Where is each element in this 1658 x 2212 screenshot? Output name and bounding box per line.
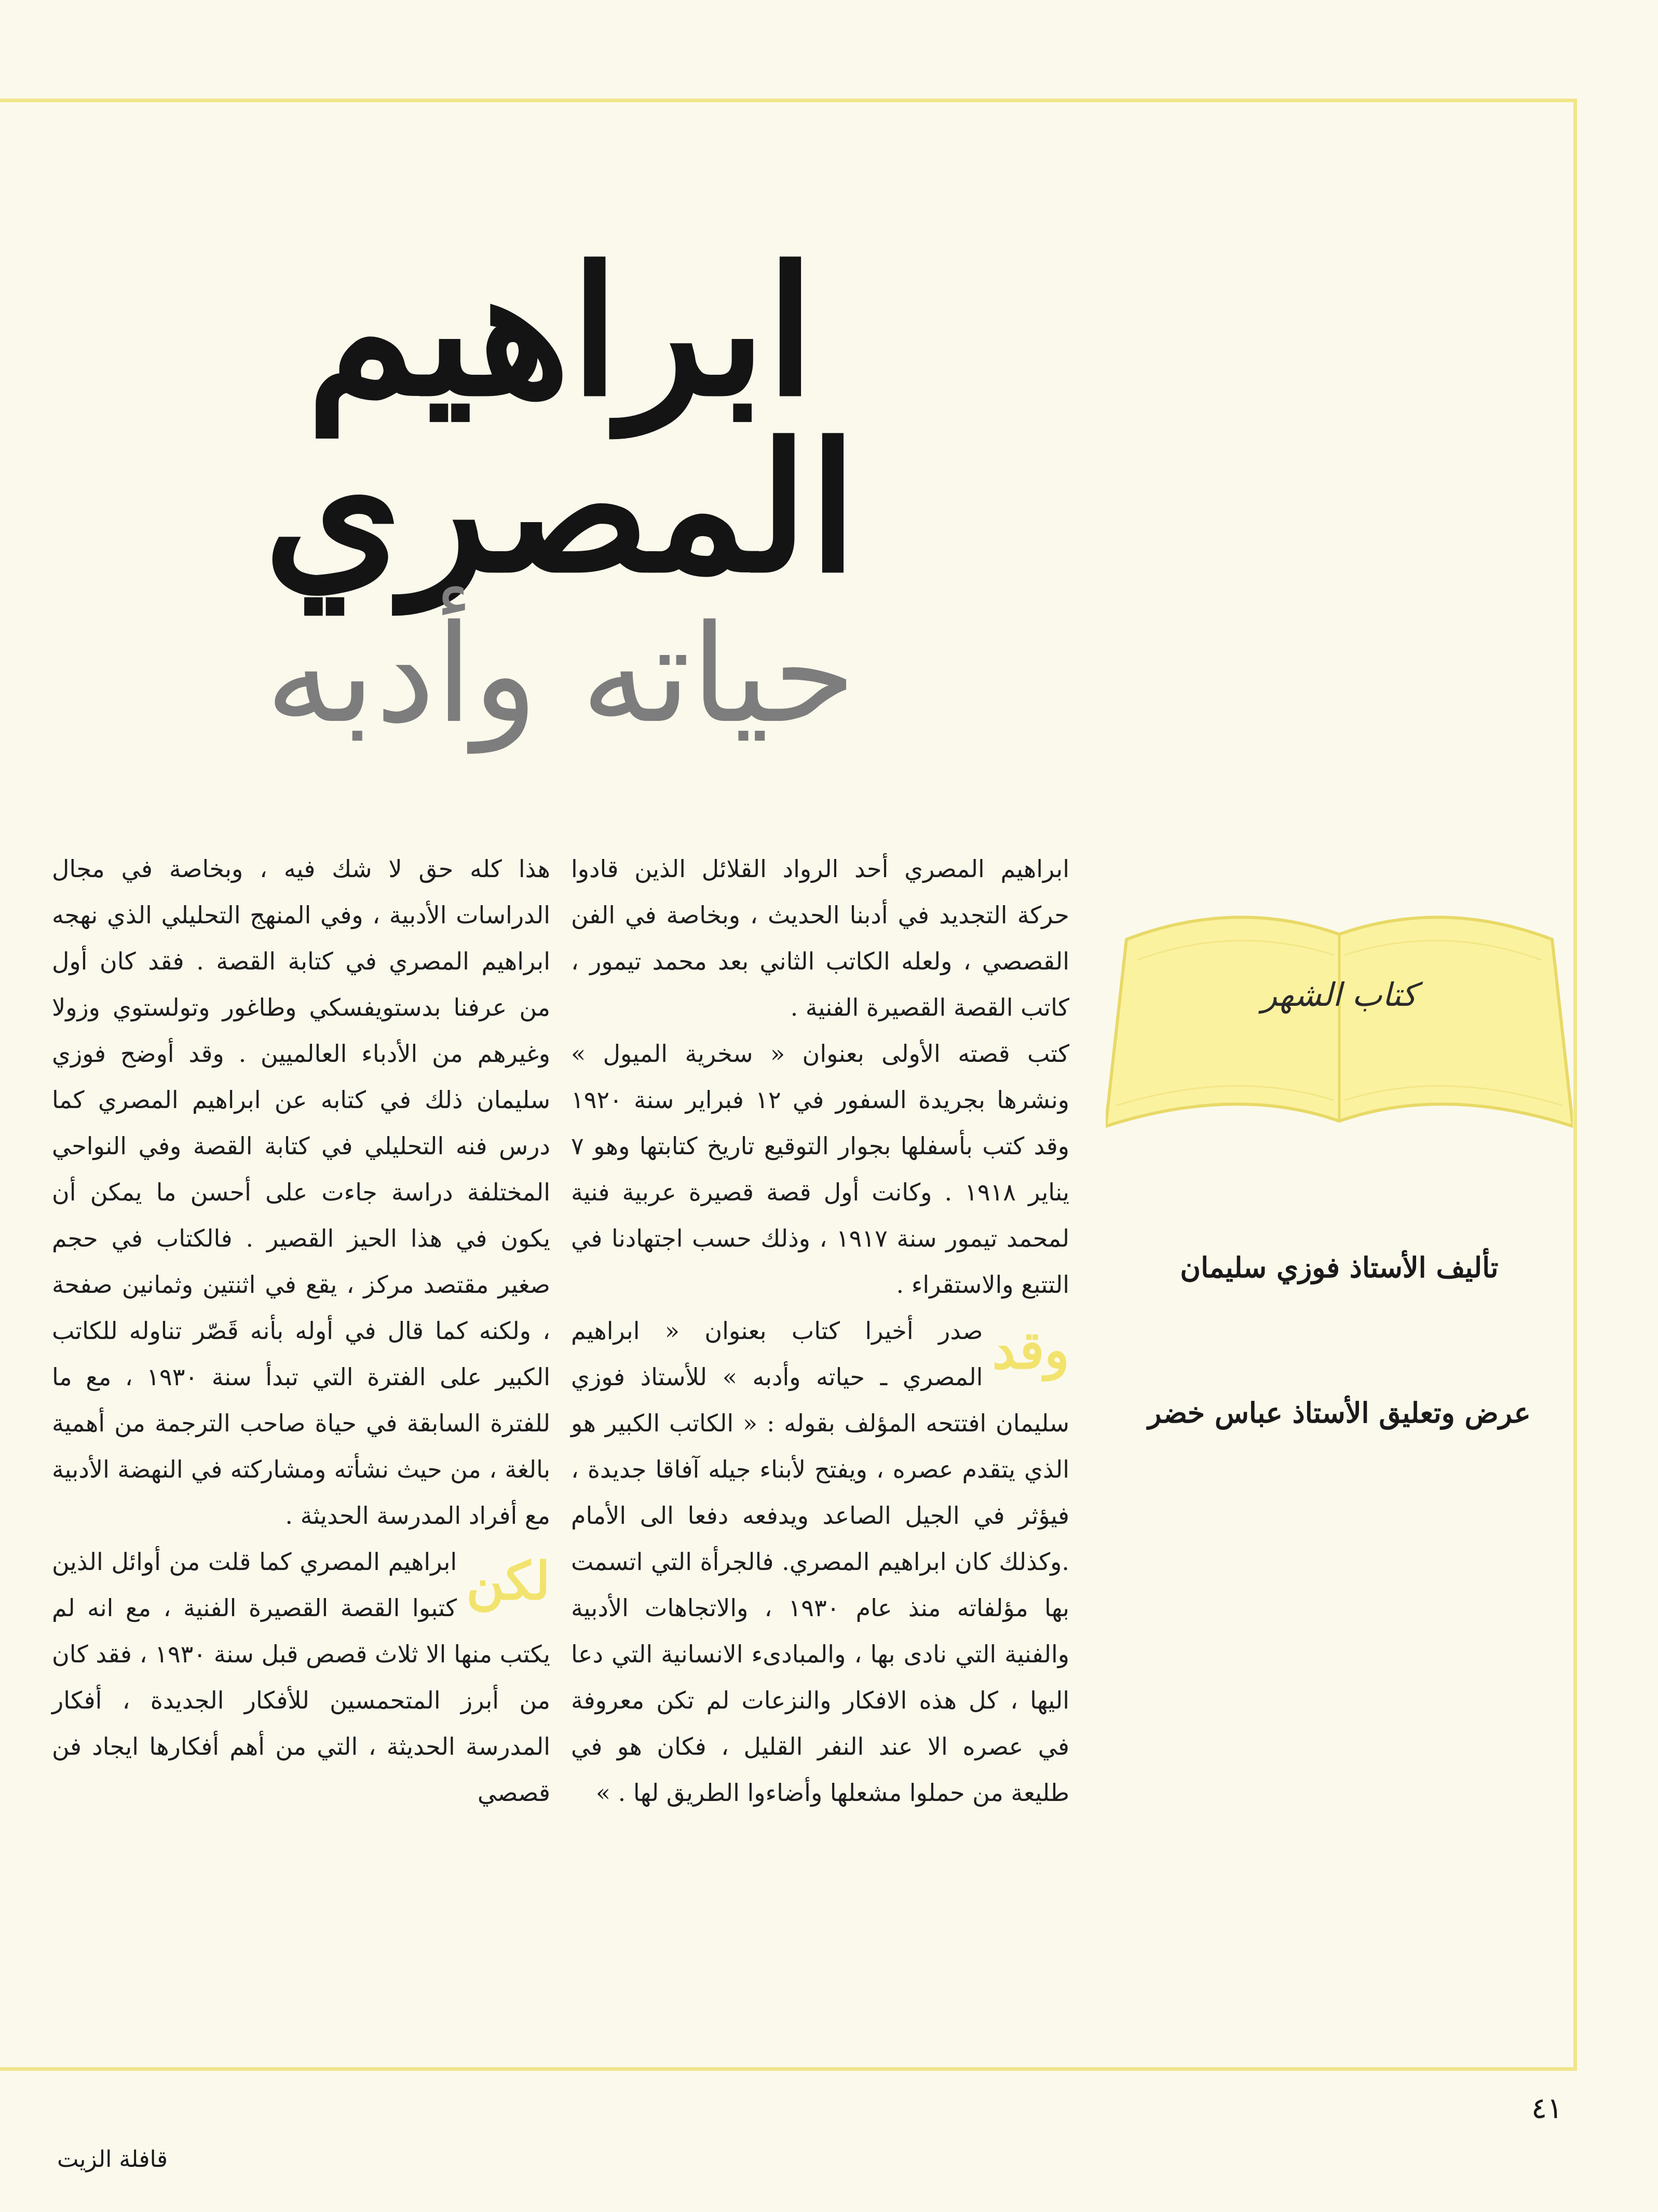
paragraph: كتب قصته الأولى بعنوان « سخرية الميول » ونشرها بجريدة السفور في ١٢ فبراير سنة ١٩٢٠ وقد كتب بأسفلها بجوار التوقيع تاريخ كتابتها وهو ٧ يناير ١٩١٨ . وكانت أول قصة قصيرة عربية فنية لمحمد تيمور سنة ١٩١٧ ، وذلك حسب اجتهادنا في التتبع والاستقراء . — [571, 1040, 1070, 1299]
magazine-name: قافلة الزيت — [57, 2146, 168, 2173]
byline-reviewer: عرض وتعليق الأستاذ عباس خضر — [1148, 1396, 1531, 1429]
page-number: ٤١ — [1531, 2092, 1563, 2125]
paragraph — [52, 1539, 550, 1816]
paragraph-text: صدر أخيرا كتاب بعنوان « ابراهيم المصري ـ حياته وأدبه » للأستاذ فوزي سليمان افتتحه المؤلف بقوله : « الكاتب الكبير هو الذي يتقدم عصره ، ويفتح لأبناء جيله آفاقا جديدة ، فيؤثر في الجيل الصاعد ويدفعه دفعا الى الأمام .وكذلك كان ابراهيم المصري. فالجرأة التي اتسمت بها مؤلفاته منذ عام ١٩٣٠ ، والاتجاهات الأدبية والفنية التي نادى بها ، والمبادىء الانسانية التي دعا اليها ، كل هذه الافكار والنزعات لم تكن معروفة في عصره الا عند النفر القليل ، فكان هو في طليعة من حملوا مشعلها وأضاءوا الطريق لها . » — [571, 1317, 1069, 1807]
article-title: ابراهيم المصري — [264, 228, 858, 612]
paragraph: ابراهيم المصري أحد الرواد القلائل الذين قادوا حركة التجديد في أدبنا الحديث ، وبخاصة في الفن القصصي ، ولعله الكاتب الثاني بعد محمد تيمور ، كاتب القصة القصيرة الفنية . — [571, 855, 1069, 1021]
decorative-initial-word: لكن — [466, 1550, 550, 1612]
paragraph: هذا كله حق لا شك فيه ، وبخاصة في مجال الدراسات الأدبية ، وفي المنهج التحليلي الذي نهجه ابراهيم المصري في كتابة القصة . فقد كان أول من عرفنا بدستويفسكي وطاغور وتولستوي وزولا وغيرهم من الأدباء العالميين . وقد أوضح فوزي سليمان ذلك في كتابه عن ابراهيم المصري كما درس فنه التحليلي في كتابة القصة وفي النواحي المختلفة دراسة جاءت على أحسن ما يمكن أن يكون في هذا الحيز القصير . فالكتاب في حجم صغير مقتصد مركز ، يقع في اثنتين وثمانين صفحة ، ولكنه كما قال في أوله بأنه قَصّر تناوله للكاتب الكبير على الفترة التي تبدأ سنة ١٩٣٠ ، مع ما للفترة السابقة في حياة صاحب الترجمة من أهمية بالغة ، من حيث نشأته ومشاركته في النهضة الأدبية مع أفراد المدرسة الحديثة . — [52, 855, 551, 1530]
byline-author: تأليف الأستاذ فوزي سليمان — [1180, 1251, 1499, 1284]
article-subtitle: حياته وأدبه — [265, 596, 857, 753]
article-column-left — [52, 846, 550, 1988]
article-column-right — [571, 846, 1069, 1988]
paragraph — [571, 1308, 1069, 1816]
decorative-initial-word: وقد — [992, 1319, 1069, 1381]
paragraph-text: ابراهيم المصري كما قلت من أوائل الذين كتبوا القصة القصيرة الفنية ، مع انه لم يكتب منها الا ثلاث قصص قبل سنة ١٩٣٠ ، فقد كان من أبرز المتحمسين للأفكار الجديدة ، أفكار المدرسة الحديثة ، التي من أهم أفكارها ايجاد فن قصصي — [52, 1548, 550, 1807]
section-label: كتاب الشهر — [1261, 976, 1417, 1014]
